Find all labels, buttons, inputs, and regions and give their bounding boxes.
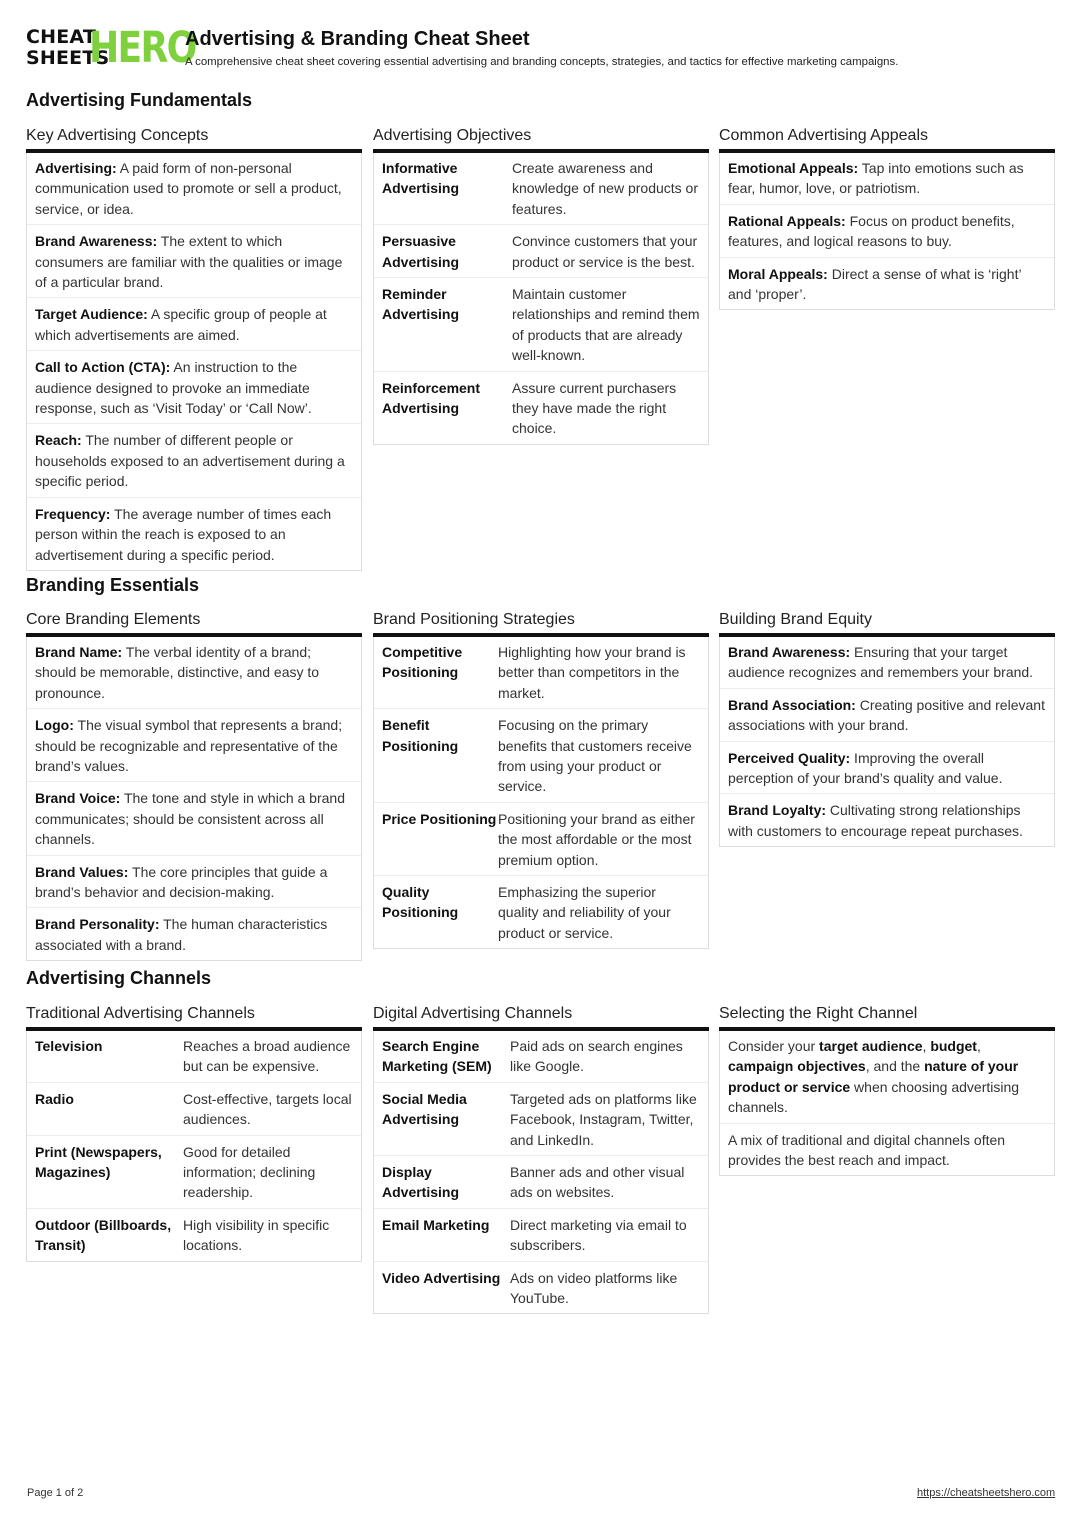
- table-row: [374, 637, 708, 708]
- row-value: Emphasizing the superior quality and reliability of your product or service.: [498, 884, 671, 941]
- card-list: [719, 153, 1055, 310]
- card-selecting-the-right-channel: [719, 1004, 1055, 1176]
- table-row: [27, 1135, 361, 1208]
- card-body: [373, 633, 709, 949]
- definition: The number of different people or households exposed to an advertisement during a specific period.: [35, 432, 345, 490]
- term: Call to Action (CTA):: [35, 359, 171, 376]
- definition: Focus on product benefits, features, and logical reasons to buy.: [728, 212, 1015, 250]
- card-title: Traditional Advertising Channels: [26, 1005, 255, 1022]
- definition: The tone and style in which a brand communicates; should be consistent across all channels.: [35, 790, 345, 848]
- term: Target Audience:: [35, 306, 148, 323]
- card-list: [26, 637, 362, 961]
- term: Emotional Appeals:: [728, 160, 859, 176]
- cheatsheetshero-logo[interactable]: [26, 23, 196, 73]
- row-value: Create awareness and knowledge of new products or features.: [512, 160, 698, 217]
- card-table: [26, 1031, 362, 1262]
- definition: The verbal identity of a brand; should be memorable, distinctive, and easy to pronounce.: [35, 644, 320, 701]
- row-key: Reminder Advertising: [382, 286, 460, 323]
- text: when choosing advertising channels.: [728, 1078, 1020, 1116]
- emphasis: budget: [930, 1038, 977, 1054]
- row-key: Persuasive Advertising: [382, 233, 460, 270]
- list-item: [27, 708, 361, 781]
- row-key: Print (Newspapers, Magazines): [35, 1143, 162, 1181]
- card-list: [719, 637, 1055, 847]
- table-row: [27, 1031, 361, 1082]
- term: Brand Association:: [728, 696, 856, 713]
- list-item: [720, 688, 1054, 741]
- row-value: Maintain customer relationships and remind them of products that are already well-known.: [512, 286, 700, 364]
- row-value: Paid ads on search engines like Google.: [510, 1038, 683, 1075]
- list-item: [720, 204, 1054, 257]
- term: Brand Values:: [35, 863, 129, 880]
- list-item: [720, 1123, 1054, 1176]
- card-body: [26, 1027, 362, 1262]
- definition: Direct a sense of what is ‘right’ and ‘proper’.: [728, 265, 1022, 303]
- card-body: [373, 149, 709, 445]
- section-title-branding-essentials: Branding Essentials: [26, 575, 200, 595]
- card-title: Brand Positioning Strategies: [373, 611, 575, 628]
- page-subtitle: A comprehensive cheat sheet covering essential advertising and branding concepts, strategies, and tactics for effective marketing campaigns.: [185, 56, 899, 68]
- list-item: [720, 637, 1054, 688]
- list-item: [720, 741, 1054, 794]
- card-title: Selecting the Right Channel: [719, 1005, 918, 1022]
- row-key: Social Media Advertising: [382, 1090, 467, 1128]
- list-item: [27, 497, 361, 570]
- term: Advertising:: [35, 160, 117, 176]
- card-advertising-objectives: [373, 126, 709, 445]
- table-row: [374, 277, 708, 371]
- table-row: [374, 802, 708, 875]
- list-item: [720, 793, 1054, 846]
- list-item: [27, 907, 361, 960]
- card-title: Building Brand Equity: [719, 611, 872, 628]
- row-value: Targeted ads on platforms like Facebook, Instagram, Twitter, and LinkedIn.: [510, 1090, 697, 1148]
- list-item: [27, 350, 361, 423]
- card-body: [26, 633, 362, 961]
- card-digital-advertising-channels: [373, 1004, 709, 1314]
- row-value: Good for detailed information; declining readership.: [183, 1143, 316, 1201]
- logo-hero-text: HERO: [89, 23, 196, 73]
- table-row: [27, 1082, 361, 1135]
- text: ,: [922, 1038, 931, 1054]
- definition: Cultivating strong relationships with customers to encourage repeat purchases.: [728, 802, 1023, 839]
- row-value: Ads on video platforms like YouTube.: [510, 1269, 678, 1307]
- term: Brand Awareness:: [35, 233, 158, 250]
- card-key-advertising-concepts: [26, 126, 362, 571]
- site-link[interactable]: https://cheatsheetshero.com: [917, 1487, 1056, 1499]
- card-traditional-advertising-channels: [26, 1004, 362, 1262]
- definition: The extent to which consumers are familiar with the qualities or image of a particular brand.: [35, 233, 343, 291]
- card-title: Core Branding Elements: [26, 611, 201, 628]
- definition: The average number of times each person within the reach is exposed to an advertisement during a specific period.: [35, 505, 332, 563]
- row-key: Outdoor (Billboards, Transit): [35, 1216, 172, 1254]
- term: Brand Loyalty:: [728, 802, 827, 819]
- card-title: Advertising Objectives: [373, 127, 532, 144]
- card-common-advertising-appeals: [719, 126, 1055, 310]
- term: Rational Appeals:: [728, 212, 846, 229]
- table-row: [374, 1031, 708, 1082]
- row-value: Highlighting how your brand is better than competitors in the market.: [498, 644, 686, 701]
- card-table: [373, 1031, 709, 1314]
- section-title-advertising-channels: Advertising Channels: [26, 968, 212, 988]
- list-item: [720, 1031, 1054, 1123]
- definition: Ensuring that your target audience recognizes and remembers your brand.: [728, 644, 1034, 681]
- card-body: [719, 149, 1055, 310]
- definition: The human characteristics associated with a brand.: [35, 916, 328, 953]
- list-item: [27, 855, 361, 908]
- definition: The core principles that guide a brand’s behavior and decision-making.: [35, 863, 328, 901]
- row-value: Reaches a broad audience but can be expensive.: [183, 1038, 351, 1075]
- card-body: [719, 633, 1055, 847]
- row-key: Television: [35, 1038, 103, 1054]
- row-value: Focusing on the primary benefits that customers receive from using your product or service.: [498, 717, 692, 795]
- card-list: [26, 153, 362, 571]
- text: ,: [976, 1038, 981, 1054]
- card-core-branding-elements: [26, 610, 362, 961]
- definition: A paid form of non-personal communication used to promote or sell a product, service, or idea.: [35, 160, 342, 217]
- row-value: Cost-effective, targets local audiences.: [183, 1090, 352, 1128]
- row-value: High visibility in specific locations.: [183, 1216, 330, 1254]
- term: Reach:: [35, 432, 82, 449]
- table-row: [374, 371, 708, 444]
- card-list: [719, 1031, 1055, 1176]
- row-key: Benefit Positioning: [382, 717, 459, 754]
- list-item: [27, 297, 361, 350]
- text: Consider your: [728, 1038, 820, 1054]
- term: Brand Name:: [35, 644, 123, 660]
- row-value: Direct marketing via email to subscribers.: [510, 1216, 687, 1254]
- card-brand-positioning-strategies: [373, 610, 709, 949]
- card-title: Key Advertising Concepts: [26, 127, 209, 144]
- definition: A specific group of people at which advertisements are aimed.: [35, 306, 327, 343]
- list-item: [27, 153, 361, 224]
- card-title: Digital Advertising Channels: [373, 1005, 573, 1022]
- row-value: Assure current purchasers they have made the right choice.: [512, 379, 677, 437]
- header: [26, 23, 1056, 74]
- table-row: [374, 153, 708, 224]
- table-row: [374, 875, 708, 948]
- definition: Creating positive and relevant associations with your brand.: [728, 696, 1045, 734]
- row-key: Email Marketing: [382, 1216, 490, 1233]
- card-table: [373, 637, 709, 949]
- definition: Improving the overall perception of your brand’s quality and value.: [728, 749, 1003, 787]
- row-key: Competitive Positioning: [382, 644, 463, 681]
- term: Perceived Quality:: [728, 749, 851, 766]
- emphasis: nature of your product or service: [728, 1058, 1019, 1095]
- list-item: [720, 257, 1054, 310]
- table-row: [374, 1155, 708, 1208]
- page-number: Page 1 of 2: [27, 1487, 84, 1499]
- emphasis: campaign objectives: [728, 1058, 866, 1075]
- logo-sheets-text: SHEETS: [26, 47, 110, 69]
- card-body: [26, 149, 362, 571]
- table-row: [374, 224, 708, 277]
- table-row: [374, 1261, 708, 1314]
- term: Frequency:: [35, 505, 111, 522]
- list-item: [27, 224, 361, 297]
- table-row: [374, 1082, 708, 1155]
- row-key: Informative Advertising: [382, 160, 460, 197]
- table-row: [374, 708, 708, 802]
- term: Brand Personality:: [35, 916, 160, 933]
- row-key: Display Advertising: [382, 1164, 460, 1201]
- table-row: [27, 1208, 361, 1261]
- text: A mix of traditional and digital channels often provides the best reach and impact.: [728, 1131, 1006, 1169]
- logo-cheat-text: CHEAT: [26, 26, 97, 48]
- card-building-brand-equity: [719, 610, 1055, 847]
- row-key: Radio: [35, 1090, 74, 1107]
- definition: The visual symbol that represents a brand; should be recognizable and representative of the brand’s values.: [35, 717, 343, 775]
- list-item: [27, 781, 361, 854]
- card-table: [373, 153, 709, 445]
- row-value: Convince customers that your product or service is the best.: [512, 233, 698, 270]
- table-row: [374, 1208, 708, 1261]
- row-key: Quality Positioning: [382, 884, 459, 921]
- row-key: Price Positioning: [382, 810, 497, 827]
- card-body: [373, 1027, 709, 1314]
- row-value: Banner ads and other visual ads on websites.: [510, 1164, 685, 1201]
- definition: Tap into emotions such as fear, humor, love, or patriotism.: [728, 160, 1024, 197]
- emphasis: target audience: [819, 1038, 923, 1054]
- row-key: Video Advertising: [382, 1269, 501, 1286]
- term: Brand Awareness:: [728, 644, 851, 660]
- card-title: Common Advertising Appeals: [719, 127, 928, 144]
- list-item: [720, 153, 1054, 204]
- term: Logo:: [35, 717, 74, 734]
- list-item: [27, 637, 361, 708]
- section-title-advertising-fundamentals: Advertising Fundamentals: [26, 90, 253, 110]
- list-item: [27, 423, 361, 496]
- term: Brand Voice:: [35, 790, 121, 807]
- row-key: Search Engine Marketing (SEM): [382, 1038, 492, 1075]
- page-title: Advertising & Branding Cheat Sheet: [185, 28, 530, 50]
- term: Moral Appeals:: [728, 265, 828, 282]
- row-key: Reinforcement Advertising: [382, 379, 481, 417]
- definition: An instruction to the audience designed to provoke an immediate response, such as ‘Visit Today’ or ‘Call Now’.: [35, 359, 312, 417]
- card-body: [719, 1027, 1055, 1176]
- row-value: Positioning your brand as either the most affordable or the most premium option.: [498, 810, 695, 868]
- text: , and the: [865, 1058, 925, 1075]
